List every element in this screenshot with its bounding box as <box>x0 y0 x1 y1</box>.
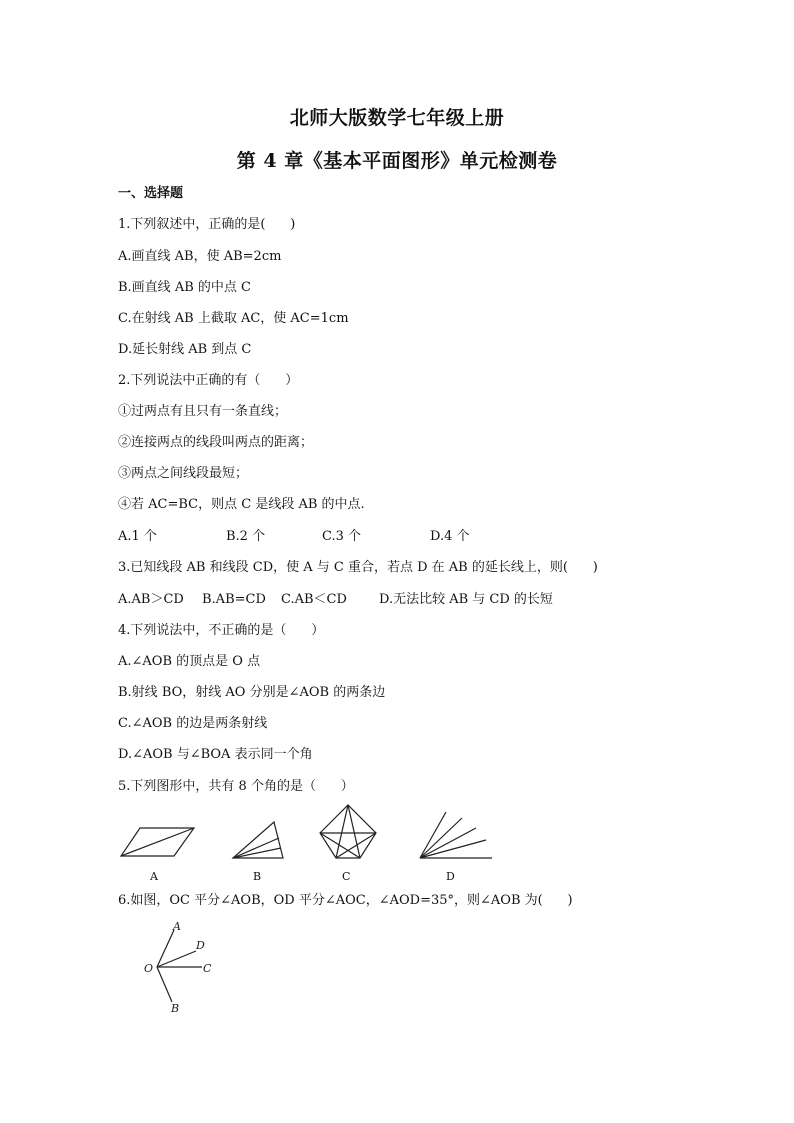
q4-stem: 4.下列说法中，不正确的是（ ） <box>118 623 325 638</box>
q2-statement-2: ②连接两点的线段叫两点的距离； <box>118 435 314 450</box>
q5-label-b: B <box>253 870 262 883</box>
section-heading: 一、选择题 <box>118 186 184 201</box>
point-d-label: D <box>196 939 205 952</box>
point-a-label: A <box>173 920 181 933</box>
q5-figure-c <box>318 803 380 861</box>
point-o-label: O <box>144 962 154 975</box>
q4-option-d: D.∠AOB 与∠BOA 表示同一个角 <box>118 747 313 762</box>
q5-figure-a <box>118 822 198 862</box>
q6-angle-figure <box>140 918 230 1016</box>
q3-option-b: B.AB=CD <box>202 592 266 607</box>
inner-line-1 <box>233 838 279 858</box>
q5-label-c: C <box>342 870 351 883</box>
q2-option-c: C.3 个 <box>322 529 362 544</box>
doc-title-line2: 第 4 章《基本平面图形》单元检测卷 <box>236 150 558 172</box>
q4-option-b: B.射线 BO，射线 AO 分别是∠AOB 的两条边 <box>118 685 386 700</box>
q3-stem: 3.已知线段 AB 和线段 CD，使 A 与 C 重合，若点 D 在 AB 的延长线上，则( ) <box>118 560 598 575</box>
q1-stem: 1.下列叙述中，正确的是( ) <box>118 217 296 232</box>
q5-figure-b <box>230 818 290 862</box>
q2-option-a: A.1 个 <box>118 529 157 544</box>
ray-ob <box>157 967 172 1002</box>
q1-option-b: B.画直线 AB 的中点 C <box>118 280 251 295</box>
q5-stem: 5.下列图形中，共有 8 个角的是（ ） <box>118 779 354 794</box>
inner-line-2 <box>233 848 281 858</box>
q6-stem: 6.如图，OC 平分∠AOB，OD 平分∠AOC，∠AOD=35°，则∠AOB 为( ) <box>118 893 573 908</box>
q2-option-d: D.4 个 <box>430 529 470 544</box>
q1-option-a: A.画直线 AB，使 AB=2cm <box>118 249 282 264</box>
q1-option-c: C.在射线 AB 上截取 AC，使 AC=1cm <box>118 311 349 326</box>
q2-stem: 2.下列说法中正确的有（ ） <box>118 373 299 388</box>
q4-option-a: A.∠AOB 的顶点是 O 点 <box>118 654 261 669</box>
diagonal-5 <box>336 833 376 858</box>
q5-label-d: D <box>446 870 455 883</box>
q4-option-c: C.∠AOB 的边是两条射线 <box>118 716 268 731</box>
point-b-label: B <box>171 1002 180 1015</box>
diagonal-line <box>121 828 194 856</box>
q5-figure-d <box>416 808 496 862</box>
q2-statement-1: ①过两点有且只有一条直线； <box>118 404 288 419</box>
q2-option-b: B.2 个 <box>226 529 266 544</box>
point-c-label: C <box>203 962 212 975</box>
q2-statement-4: ④若 AC=BC，则点 C 是线段 AB 的中点. <box>118 497 365 512</box>
q1-option-d: D.延长射线 AB 到点 C <box>118 342 252 357</box>
diagonal-4 <box>320 833 360 858</box>
q2-statement-3: ③两点之间线段最短； <box>118 466 249 481</box>
q3-option-c: C.AB＜CD <box>281 592 347 607</box>
doc-title-line1: 北师大版数学七年级上册 <box>289 107 505 129</box>
q3-option-d: D.无法比较 AB 与 CD 的长短 <box>379 592 553 607</box>
q3-option-a: A.AB＞CD <box>118 592 184 607</box>
q5-label-a: A <box>150 870 158 883</box>
